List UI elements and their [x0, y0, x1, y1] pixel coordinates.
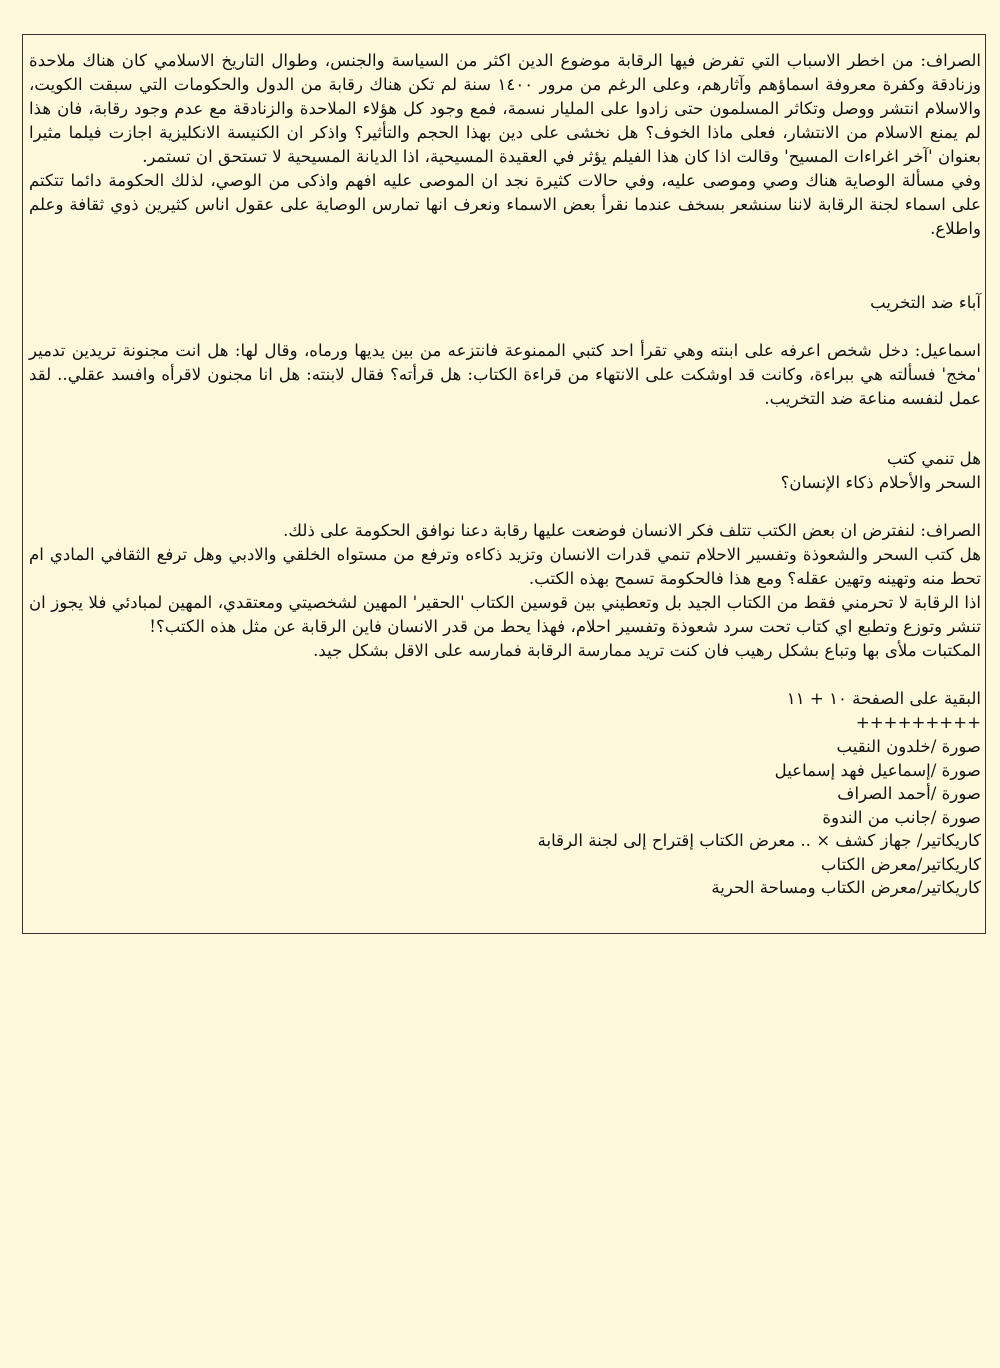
paragraph-magic-books: هل كتب السحر والشعوذة وتفسير الاحلام تنمي قدرات الانسان وتزيد ذكاءه وترفع من مستواه الخلقي والادبي وهل ترفع الثقافي المادي ام تحط منه وتهينه وتهين عقله؟ ومع هذا فالحكومة تسمح بهذه الكتب.	[29, 545, 981, 588]
paragraph-religion-censorship: الصراف: من اخطر الاسباب التي تفرض فيها الرقابة موضوع الدين اكثر من السياسة والجنس، وطوال التاريخ الاسلامي كان هناك ملاحدة وزنادقة وكفرة معروفة اسماؤهم وآثارهم، وعلى الرغم من مرور ١٤٠٠ سنة لم تكن هناك رقابة من الدول والحكومات التي سبقت الكويت، والاسلام انتشر ووصل وتكاثر المسلمون حتى زادوا على المليار نسمة، فمع وجود كل هؤلاء الملاحدة والزنادقة مع عدم وجود رقابة، فان هذا لم يمنع الاسلام من الانتشار، فعلى ماذا الخوف؟ هل نخشى على دين بهذا الحجم والتأثير؟ واذكر ان الكنيسة الانكليزية اجازت فيلما مثيرا بعنوان 'آخر اغراءات المسيح' وقالت اذا كان هذا الفيلم يؤثر في العقيدة المسيحية، اذا الديانة المسيحية لا تستحق ان تستمر.	[29, 51, 981, 166]
section-heading-parents: آباء ضد التخريب	[870, 293, 981, 312]
paragraph-sarraf-assume: الصراف: لنفترض ان بعض الكتب تتلف فكر الانسان فوضعت عليها رقابة دعنا نوافق الحكومة على ذلك.	[283, 521, 981, 540]
spacer	[29, 411, 981, 447]
credit-item: كاريكاتير/معرض الكتاب ومساحة الحرية	[711, 878, 981, 897]
credit-item: صورة /خلدون النقيب	[836, 737, 981, 756]
section-heading-books-line1: هل تنمي كتب	[886, 449, 981, 468]
paragraph-guardianship: وفي مسألة الوصاية هناك وصي وموصى عليه، وفي حالات كثيرة نجد ان الموصى عليه افهم واذكى من الوصي، لذلك الحكومة دائما تتكتم على اسماء لجنة الرقابة لاننا سنشعر بسخف عندما نقرأ بعض الاسماء ونعرف انها تمارس الوصاية على عقول اناس كثيرين ذوي ثقافة وعلم واطلاع.	[29, 171, 981, 238]
paragraph-ismail-story: اسماعيل: دخل شخص اعرفه على ابنته وهي تقرأ احد كتبي الممنوعة فانتزعه من بين يديها ورماه، وقال لها: هل انت مجنونة تريدين تدمير 'مخج' فسألته هي ببراءة، وكانت قد اوشكت على الانتهاء من قراءة الكتاب: هل قرأته؟ فقال لابنته: هل انا مجنون لاقرأه وافسد عقلي.. لقد عمل لنفسه مناعة ضد التخريب.	[29, 341, 981, 408]
paragraph-libraries: المكتبات ملأى بها وتباع بشكل رهيب فان كنت تريد ممارسة الرقابة فمارسه على الاقل بشكل جيد.	[313, 641, 981, 660]
credit-item: كاريكاتير/معرض الكتاب	[820, 854, 981, 874]
continued-note: البقية على الصفحة ١٠ + ١١	[786, 689, 981, 708]
spacer	[29, 495, 981, 519]
spacer	[29, 315, 981, 339]
paragraph-censorship-deprives: اذا الرقابة لا تحرمني فقط من الكتاب الجيد بل وتعطيني بين قوسين الكتاب 'الحقير' المهين لشخصيتي ومعتقدي، المهين لمبادئي فلا يجوز ان تنشر وتوزع وتطبع اي كتاب تحت سرد شعوذة وتفسير احلام، فهذا يحط من قدر الانسان فاين الرقابة عن مثل هذه الكتب؟!	[29, 593, 981, 636]
spacer	[29, 241, 981, 291]
spacer	[29, 663, 981, 687]
credit-item: كاريكاتير/ جهاز كشف × .. معرض الكتاب إقتراح إلى لجنة الرقابة	[537, 831, 981, 850]
credit-item: صورة /إسماعيل فهد إسماعيل	[774, 760, 981, 780]
article-box	[22, 34, 986, 934]
separator-line: +++++++++	[855, 713, 981, 732]
credit-item: صورة /جانب من الندوة	[822, 807, 981, 827]
credit-item: صورة /أحمد الصراف	[837, 784, 981, 803]
section-heading-books-line2: السحر والأحلام ذكاء الإنسان؟	[780, 473, 981, 492]
credits-list	[29, 735, 981, 900]
